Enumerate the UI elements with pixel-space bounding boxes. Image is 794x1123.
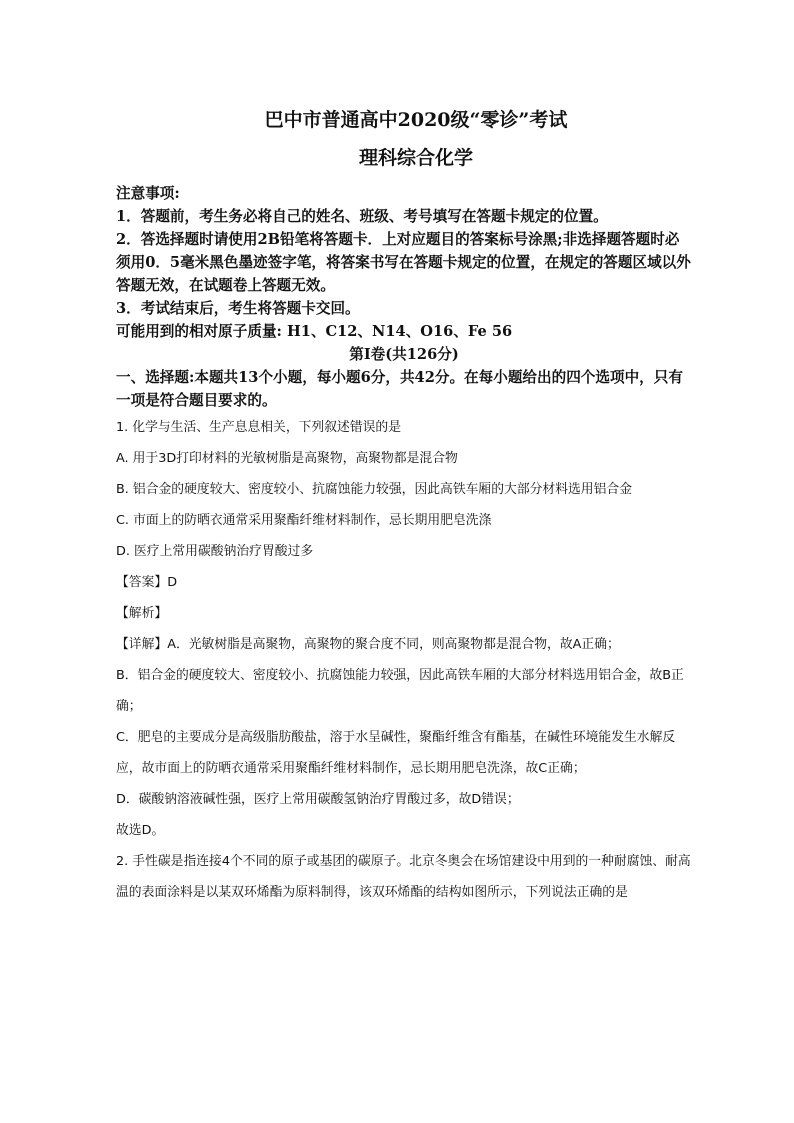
q1-detail-a: 【详解】A．光敏树脂是高聚物，高聚物的聚合度不同，则高聚物都是混合物，故A正确；: [116, 637, 620, 652]
notice-section: [116, 182, 692, 412]
q1-detail-b: B．铝合金的硬度较大、密度较小、抗腐蚀能力较强，因此高铁车厢的大部分材料选用铝合金，故B正确；: [116, 668, 684, 714]
atomic-mass-line: 可能用到的相对原子质量: H1、C12、N14、O16、Fe 56: [116, 323, 513, 340]
page-content: [116, 104, 692, 908]
q1-option-a: A. 用于3D打印材料的光敏树脂是高聚物，高聚物都是混合物: [116, 451, 458, 466]
exam-subtitle: 理科综合化学: [358, 147, 473, 169]
section-heading: 一、选择题:本题共13个小题，每小题6分，共42分。在每小题给出的四个选项中，只有一项是符合题目要求的。: [116, 369, 683, 409]
volume-heading: 第I卷(共126分): [349, 346, 459, 363]
q1-analysis-label: 【解析】: [116, 606, 168, 621]
notice-item-3: 3．考试结束后，考生将答题卡交回。: [116, 300, 360, 317]
notice-heading: 注意事项:: [116, 185, 180, 202]
q1-option-b: B. 铝合金的硬度较大、密度较小、抗腐蚀能力较强，因此高铁车厢的大部分材料选用铝合金: [116, 482, 632, 497]
q2-stem: 2. 手性碳是指连接4个不同的原子或基团的碳原子。北京冬奥会在场馆建设中用到的一种耐腐蚀、耐高温的表面涂料是以某双环烯酯为原料制得，该双环烯酯的结构如图所示，下列说法正确的是: [116, 854, 691, 900]
q1-option-c: C. 市面上的防晒衣通常采用聚酯纤维材料制作，忌长期用肥皂洗涤: [116, 513, 492, 528]
question-1: [116, 412, 692, 846]
notice-item-1: 1．答题前，考生务必将自己的姓名、班级、考号填写在答题卡规定的位置。: [116, 208, 608, 225]
q1-conclusion: 故选D。: [116, 823, 165, 838]
q1-answer: 【答案】D: [116, 575, 178, 590]
q1-detail-d: D．碳酸钠溶液碱性强，医疗上常用碳酸氢钠治疗胃酸过多，故D错误；: [116, 792, 520, 807]
q1-detail-c: C．肥皂的主要成分是高级脂肪酸盐，溶于水呈碱性，聚酯纤维含有酯基，在碱性环境能发生水解反应，故市面上的防晒衣通常采用聚酯纤维材料制作，忌长期用肥皂洗涤，故C正确；: [116, 730, 676, 776]
q1-option-d: D. 医疗上常用碳酸钠治疗胃酸过多: [116, 544, 314, 559]
exam-title: 巴中市普通高中2020级“零诊”考试: [264, 109, 568, 131]
q1-stem: 1. 化学与生活、生产息息相关，下列叙述错误的是: [116, 420, 402, 435]
notice-item-2: 2．答选择题时请使用2B铅笔将答题卡．上对应题目的答案标号涂黑;非选择题答题时必须用0．5毫米黑色墨迹签字笔，将答案书写在答题卡规定的位置，在规定的答题区域以外答题无效，在试题卷上答题无效。: [116, 231, 691, 294]
question-2: [116, 846, 692, 908]
